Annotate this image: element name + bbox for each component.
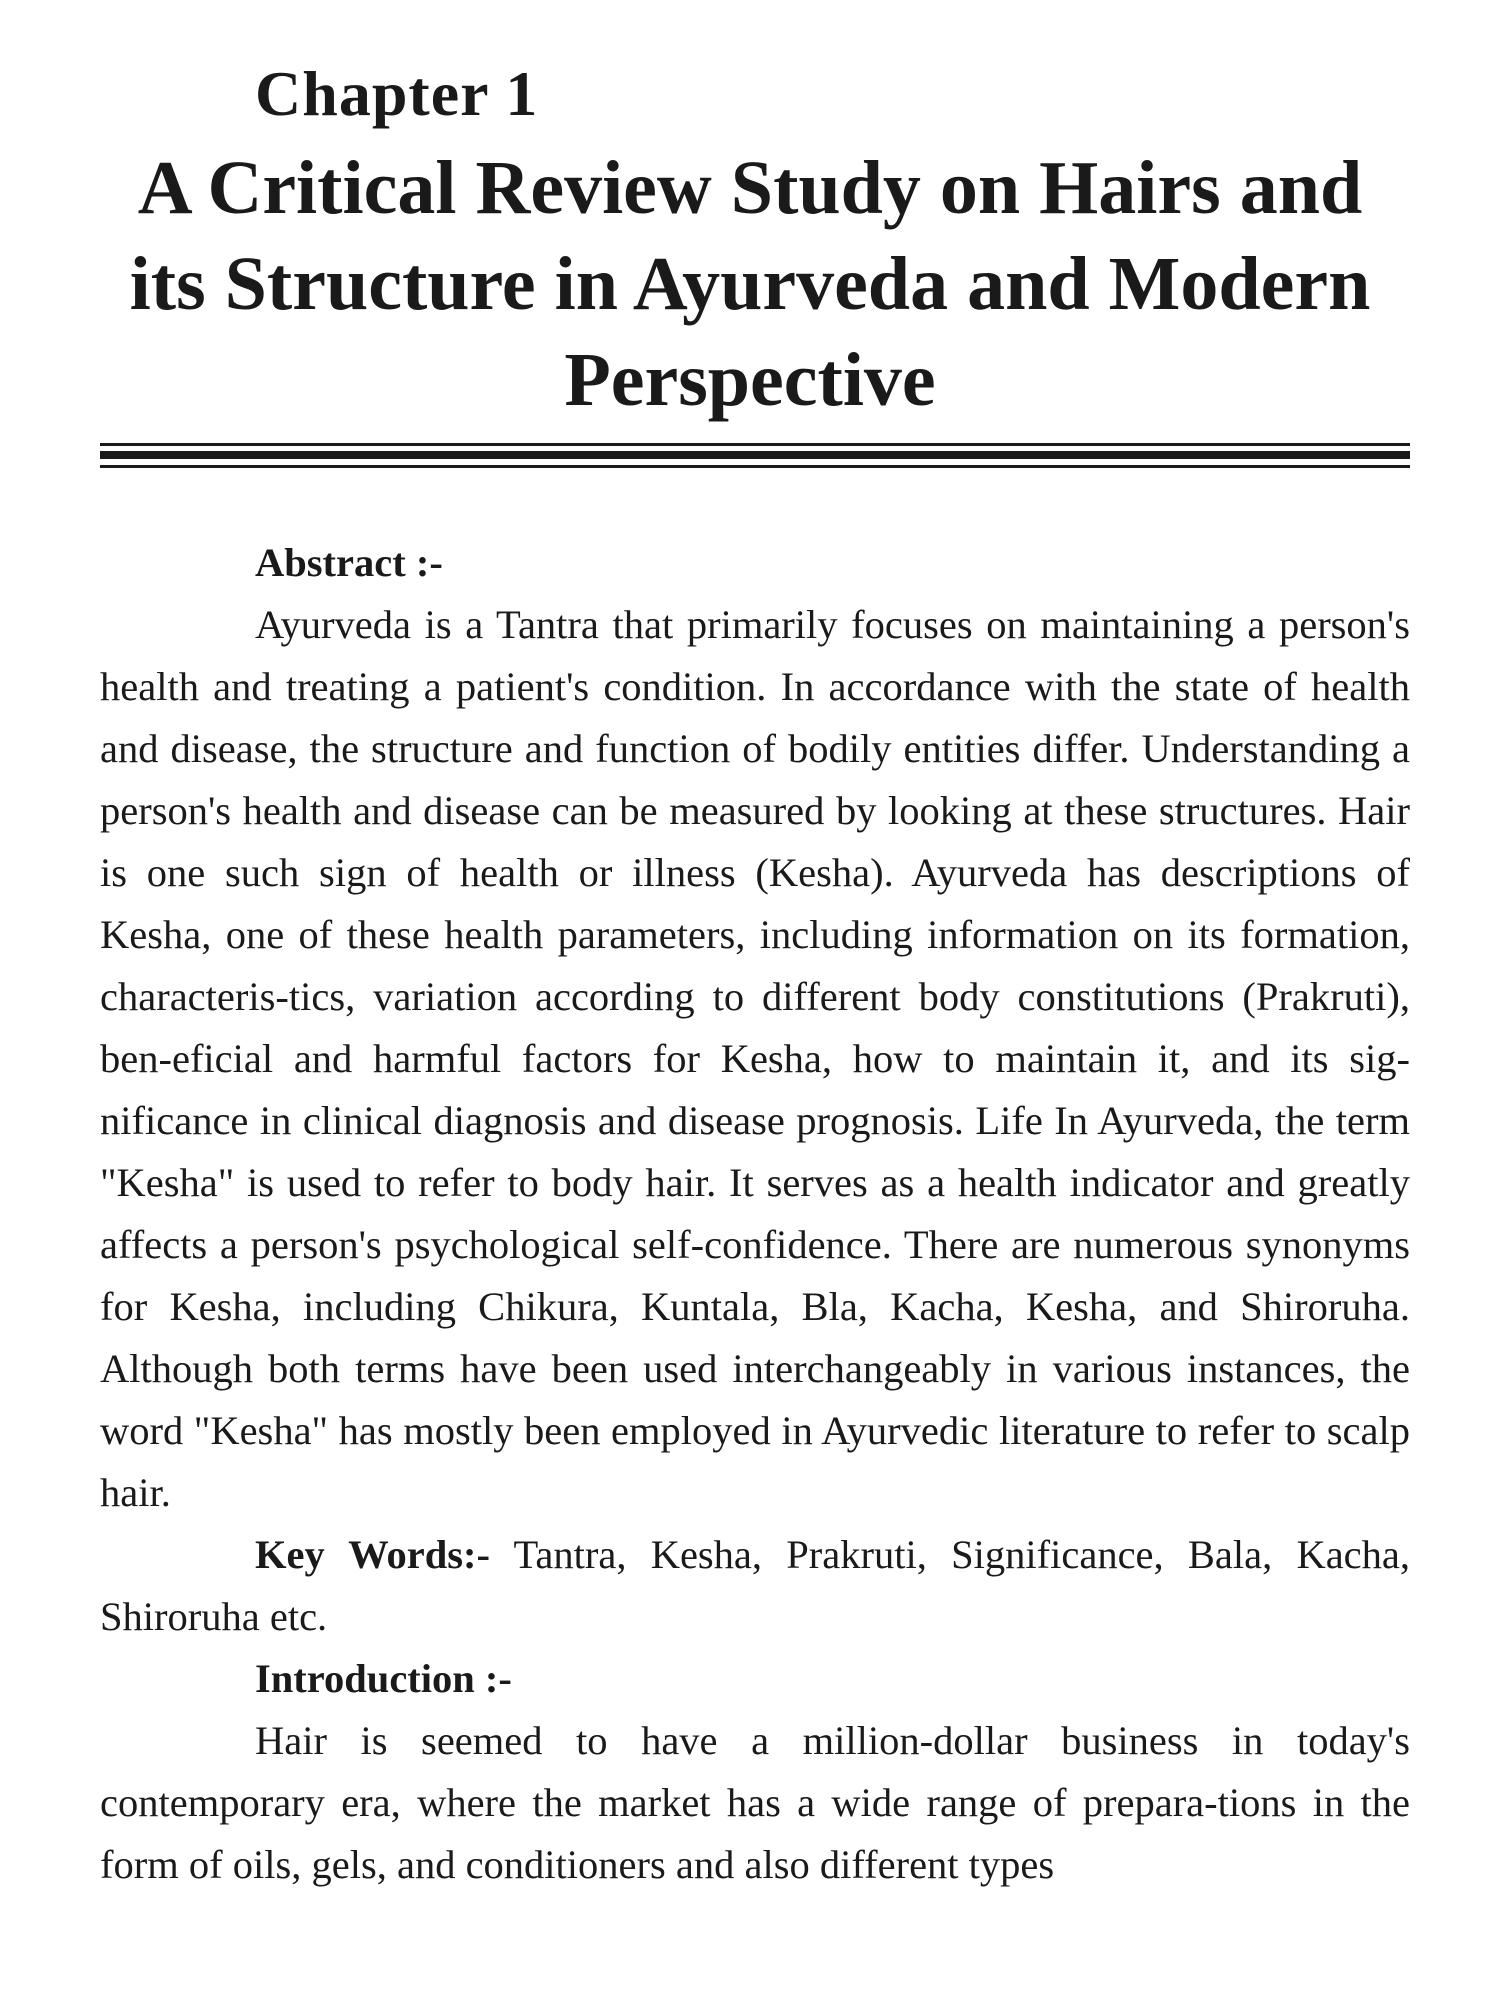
title-divider: [100, 443, 1410, 473]
introduction-heading: Introduction :-: [255, 1656, 512, 1701]
keywords-paragraph: [100, 1524, 1410, 1648]
abstract-heading: Abstract :-: [255, 540, 443, 585]
divider-line-middle: [100, 451, 1410, 459]
introduction-paragraph: Hair is seemed to have a million-dollar business in today's contemporary era, where the market has a wide range of prepara-tions in the form of oils, gels, and conditioners and also different types: [100, 1718, 1410, 1887]
divider-line-top: [100, 443, 1410, 446]
divider-line-bottom: [100, 465, 1410, 468]
abstract-paragraph: Ayurveda is a Tantra that primarily focuses on maintaining a person's health and treating a patient's condition. In accordance with the state of health and disease, the structure and function of bodily entities differ. Understanding a person's health and disease can be measured by looking at these structures. Hair is one such sign of health or illness (Kesha). Ayurveda has descriptions of Kesha, one of these health parameters, including information on its formation, characteris-tics, variation according to different body constitutions (Prakruti), ben-eficial and harmful factors for Kesha, how to maintain it, and its sig-nificance in clinical diagnosis and disease prognosis. Life In Ayurveda, the term "Kesha" is used to refer to body hair. It serves as a health indicator and greatly affects a person's psychological self-confidence. There are numerous synonyms for Kesha, including Chikura, Kuntala, Bla, Kacha, Kesha, and Shiroruha. Although both terms have been used interchangeably in various instances, the word "Kesha" has mostly been employed in Ayurvedic literature to refer to scalp hair.: [100, 602, 1410, 1515]
chapter-title: A Critical Review Study on Hairs and its Structure in Ayurveda and Modern Perspective: [129, 146, 1371, 422]
body-text: [100, 532, 1410, 1896]
chapter-number: Chapter 1: [255, 58, 539, 129]
keywords-text: Tantra, Kesha, Prakruti, Significance, Bala, Kacha, Shiroruha etc.: [100, 1532, 1410, 1639]
keywords-label: Key Words:-: [255, 1532, 490, 1577]
